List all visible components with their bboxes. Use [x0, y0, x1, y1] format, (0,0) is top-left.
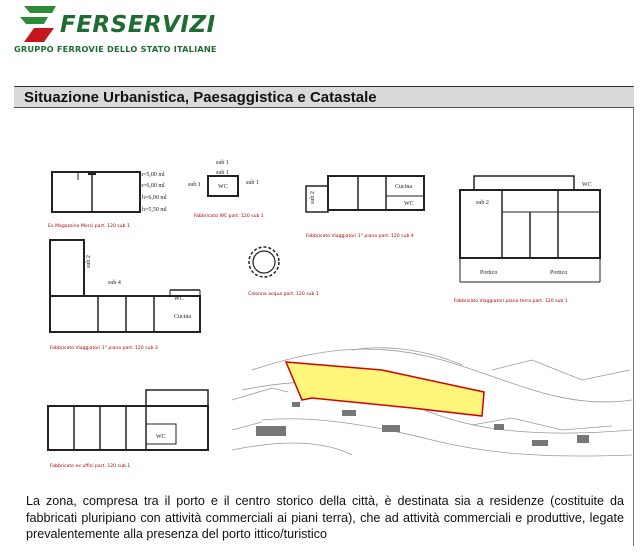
- plan-caption: Fabbricato Viaggiatori piano terra part. 120 sub 1: [454, 299, 568, 304]
- plan-label: WC: [218, 184, 228, 190]
- floor-plan-drawing: [186, 158, 276, 213]
- page-border: [633, 108, 634, 546]
- brand-name: FERSERVIZI: [60, 12, 216, 38]
- plan-label: WC: [404, 201, 414, 207]
- plan-label: h=5,50 ml: [142, 207, 167, 213]
- highlighted-parcel: [286, 362, 484, 416]
- plan-label: WC: [582, 182, 592, 188]
- section-title: Situazione Urbanistica, Paesaggistica e Catastale: [24, 89, 377, 106]
- floor-plan-drawing: [46, 386, 216, 456]
- plan-caption: Fabbricato Viaggiatori 1° piano part. 120 sub 4: [306, 234, 414, 239]
- plan-viaggiatori-sub4: [300, 172, 430, 237]
- plan-label: sub 1: [246, 180, 259, 186]
- cadastral-map: [232, 330, 634, 462]
- map-drawing: [232, 330, 634, 462]
- plan-viaggiatori-piano-terra: [458, 172, 608, 297]
- floor-plan-drawing: [48, 238, 198, 338]
- plan-label: sub 4: [108, 280, 121, 286]
- plan-caption: Colonna acqua part. 120 sub 1: [248, 292, 319, 297]
- plan-caption: Ex Magazzino Merci part. 120 sub 1: [48, 224, 130, 229]
- plan-label: sub 1: [216, 170, 229, 176]
- plan-label: Cucina: [174, 314, 191, 320]
- plan-label: WC: [174, 296, 184, 302]
- plan-fabbricato-wc: [186, 158, 276, 218]
- plan-label: WC: [156, 434, 166, 440]
- plan-label: Portico: [550, 270, 568, 276]
- zone-description: La zona, compresa tra il porto e il centro storico della città, è destinata sia a residenze (costituite da fabbricati pluripiano con attività commerciali ai piani terra), che ad attività commerciali e produttive, legate prevalentemente alla presenza del porto ittico/turistico: [26, 494, 624, 541]
- plan-label: sub 1: [188, 182, 201, 188]
- plan-label: h=6,00 ml: [142, 195, 167, 201]
- ferservizi-logo: [14, 4, 274, 56]
- floor-plan-drawing: [48, 170, 168, 220]
- plan-label: h=6,00 ml: [140, 183, 165, 189]
- plan-label: h=5,00 ml: [140, 172, 165, 178]
- floor-plan-drawing: [300, 172, 430, 232]
- plan-label: sub 1: [216, 160, 229, 166]
- section-header: [14, 86, 634, 108]
- plan-label: sub 2: [86, 255, 92, 268]
- plan-ex-uffici: [46, 386, 216, 461]
- plan-caption: Fabbricato WC part. 120 sub 1: [194, 214, 264, 219]
- plan-caption: Fabbricato ex uffici part. 120 sub 1: [50, 464, 131, 469]
- group-name: GRUPPO FERROVIE DELLO STATO ITALIANE: [14, 44, 217, 54]
- plan-label: sub 2: [310, 191, 316, 204]
- plan-colonna-acqua: [246, 244, 286, 289]
- plan-viaggiatori-sub3: [48, 238, 198, 343]
- plan-label: sub 2: [476, 200, 489, 206]
- plan-caption: Fabbricato Viaggiatori 1° piano part. 120 sub 3: [50, 346, 158, 351]
- water-column-drawing: [246, 244, 286, 284]
- floor-plan-drawing: [458, 172, 608, 292]
- plan-label: Cucina: [395, 184, 412, 190]
- fs-logo-icon: [14, 4, 60, 44]
- plan-ex-magazzino: [48, 170, 168, 225]
- plan-label: Portico: [480, 270, 498, 276]
